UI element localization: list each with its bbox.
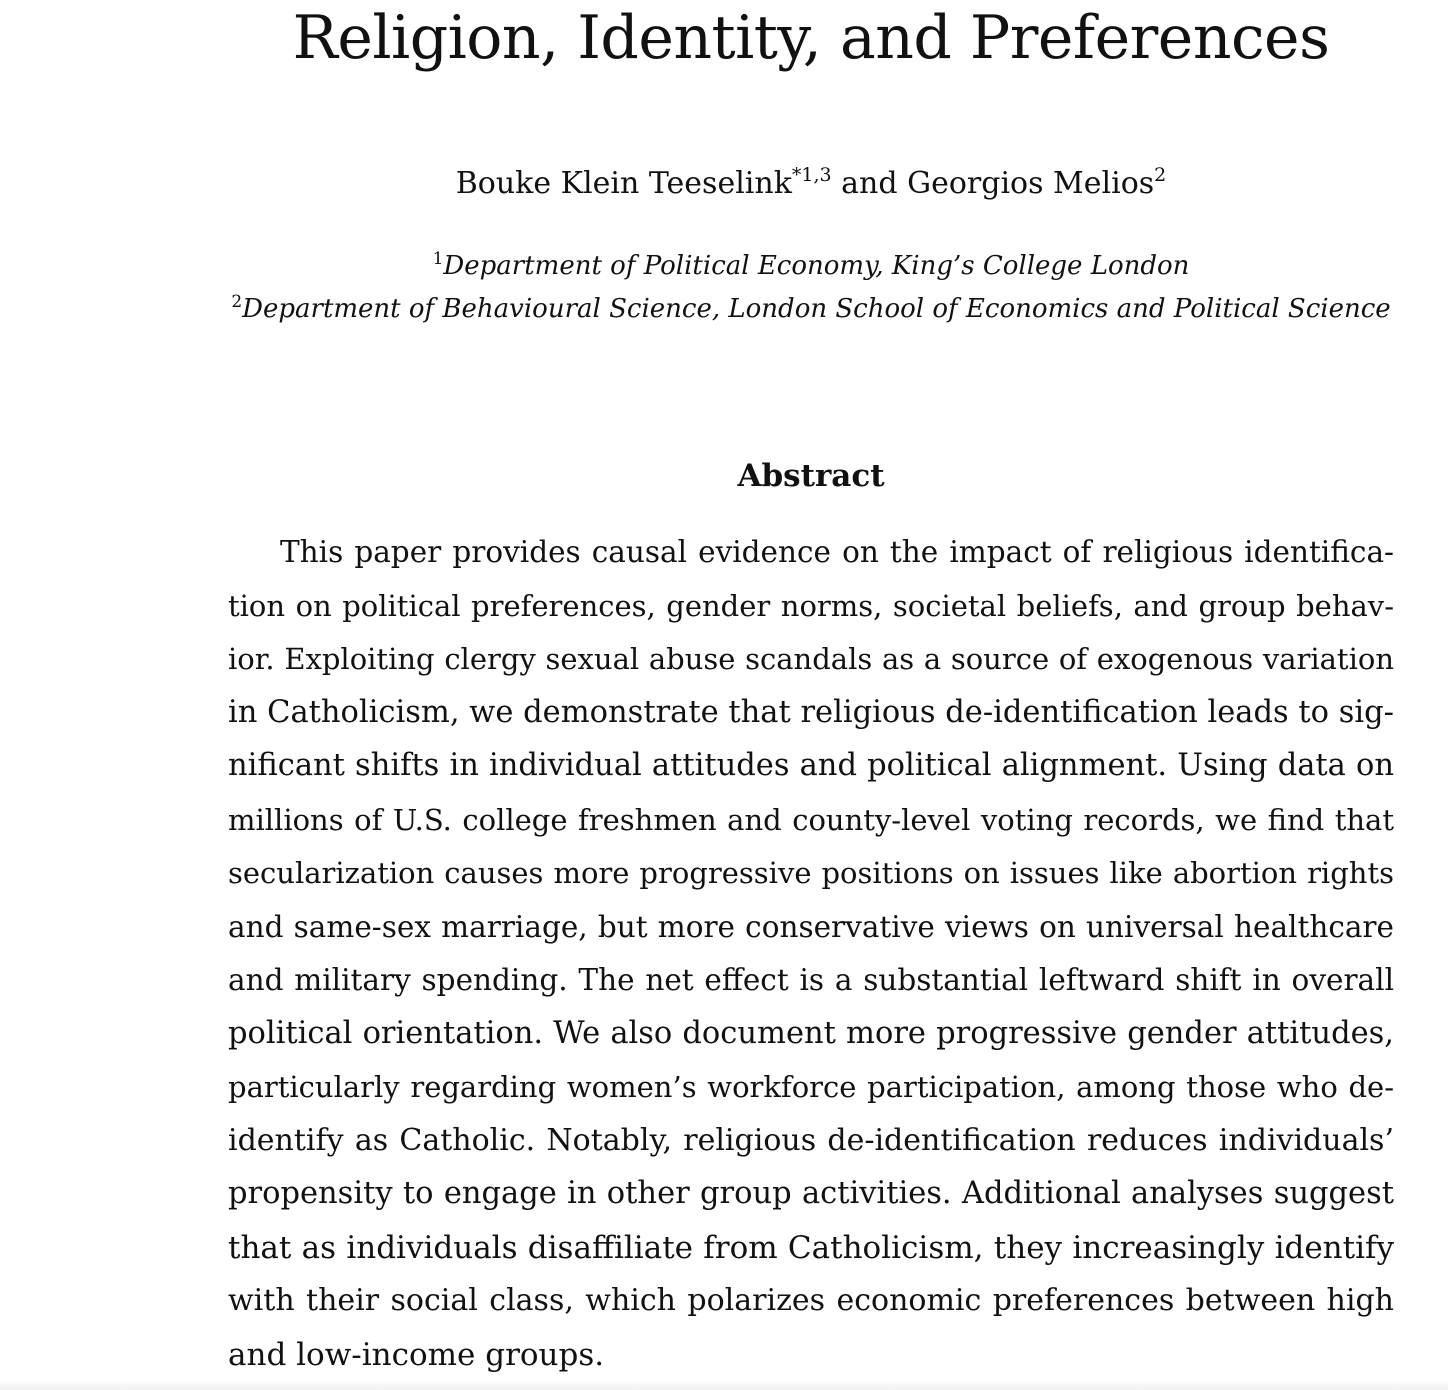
abstract-line: This paper provides causal evidence on the impact of religious identifica- bbox=[280, 535, 1394, 569]
abstract-line: nificant shifts in individual attitudes and political alignment. Using data on bbox=[228, 748, 1394, 783]
author-1-name: Bouke Klein Teeselink bbox=[455, 166, 792, 201]
abstract-line: and same-sex marriage, but more conservative views on universal healthcare bbox=[228, 909, 1394, 944]
author-conjunction: and bbox=[841, 166, 898, 201]
abstract-line: that as individuals disaffiliate from Catholicism, they increasingly identify bbox=[228, 1229, 1394, 1266]
abstract-line: and military spending. The net effect is a substantial leftward shift in overall bbox=[228, 963, 1394, 997]
abstract-body bbox=[228, 530, 1394, 1386]
abstract-heading: Abstract bbox=[737, 458, 885, 494]
abstract-line: propensity to engage in other group activities. Additional analyses suggest bbox=[228, 1176, 1394, 1211]
abstract-line: particularly regarding women’s workforce participation, among those who de- bbox=[228, 1070, 1394, 1104]
abstract-line: ior. Exploiting clergy sexual abuse scandals as a source of exogenous variation bbox=[228, 642, 1394, 676]
affiliation-2-text: Department of Behavioural Science, London School of Economics and Political Science bbox=[242, 294, 1391, 324]
affiliation-1 bbox=[0, 248, 1448, 284]
abstract-line: tion on political preferences, gender norms, societal beliefs, and group behav- bbox=[228, 588, 1394, 623]
author-2-marks: 2 bbox=[1154, 164, 1167, 186]
abstract-line: political orientation. We also document more progressive gender attitudes, bbox=[228, 1015, 1394, 1051]
affiliation-2 bbox=[0, 291, 1448, 327]
abstract-line: secularization causes more progressive positions on issues like abortion rights bbox=[228, 856, 1394, 890]
abstract-line: and low-income groups. bbox=[228, 1336, 605, 1373]
affiliation-1-text: Department of Political Economy, King’s College London bbox=[443, 251, 1190, 281]
abstract-line: with their social class, which polarizes economic preferences between high bbox=[228, 1283, 1394, 1318]
paper-title: Religion, Identity, and Preferences bbox=[292, 3, 1330, 73]
affiliation-1-mark: 1 bbox=[432, 249, 444, 269]
author-1-marks: *1,3 bbox=[791, 164, 832, 186]
abstract-line: millions of U.S. college freshmen and county-level voting records, we find that bbox=[228, 802, 1394, 837]
page-bottom-edge bbox=[0, 1380, 1448, 1390]
abstract-line: identify as Catholic. Notably, religious de-identification reduces individuals’ bbox=[228, 1122, 1394, 1158]
affiliation-2-mark: 2 bbox=[231, 292, 243, 312]
author-2-name: Georgios Melios bbox=[907, 166, 1155, 201]
abstract-line: in Catholicism, we demonstrate that religious de-identification leads to sig- bbox=[228, 694, 1394, 730]
author-line bbox=[0, 162, 1448, 206]
